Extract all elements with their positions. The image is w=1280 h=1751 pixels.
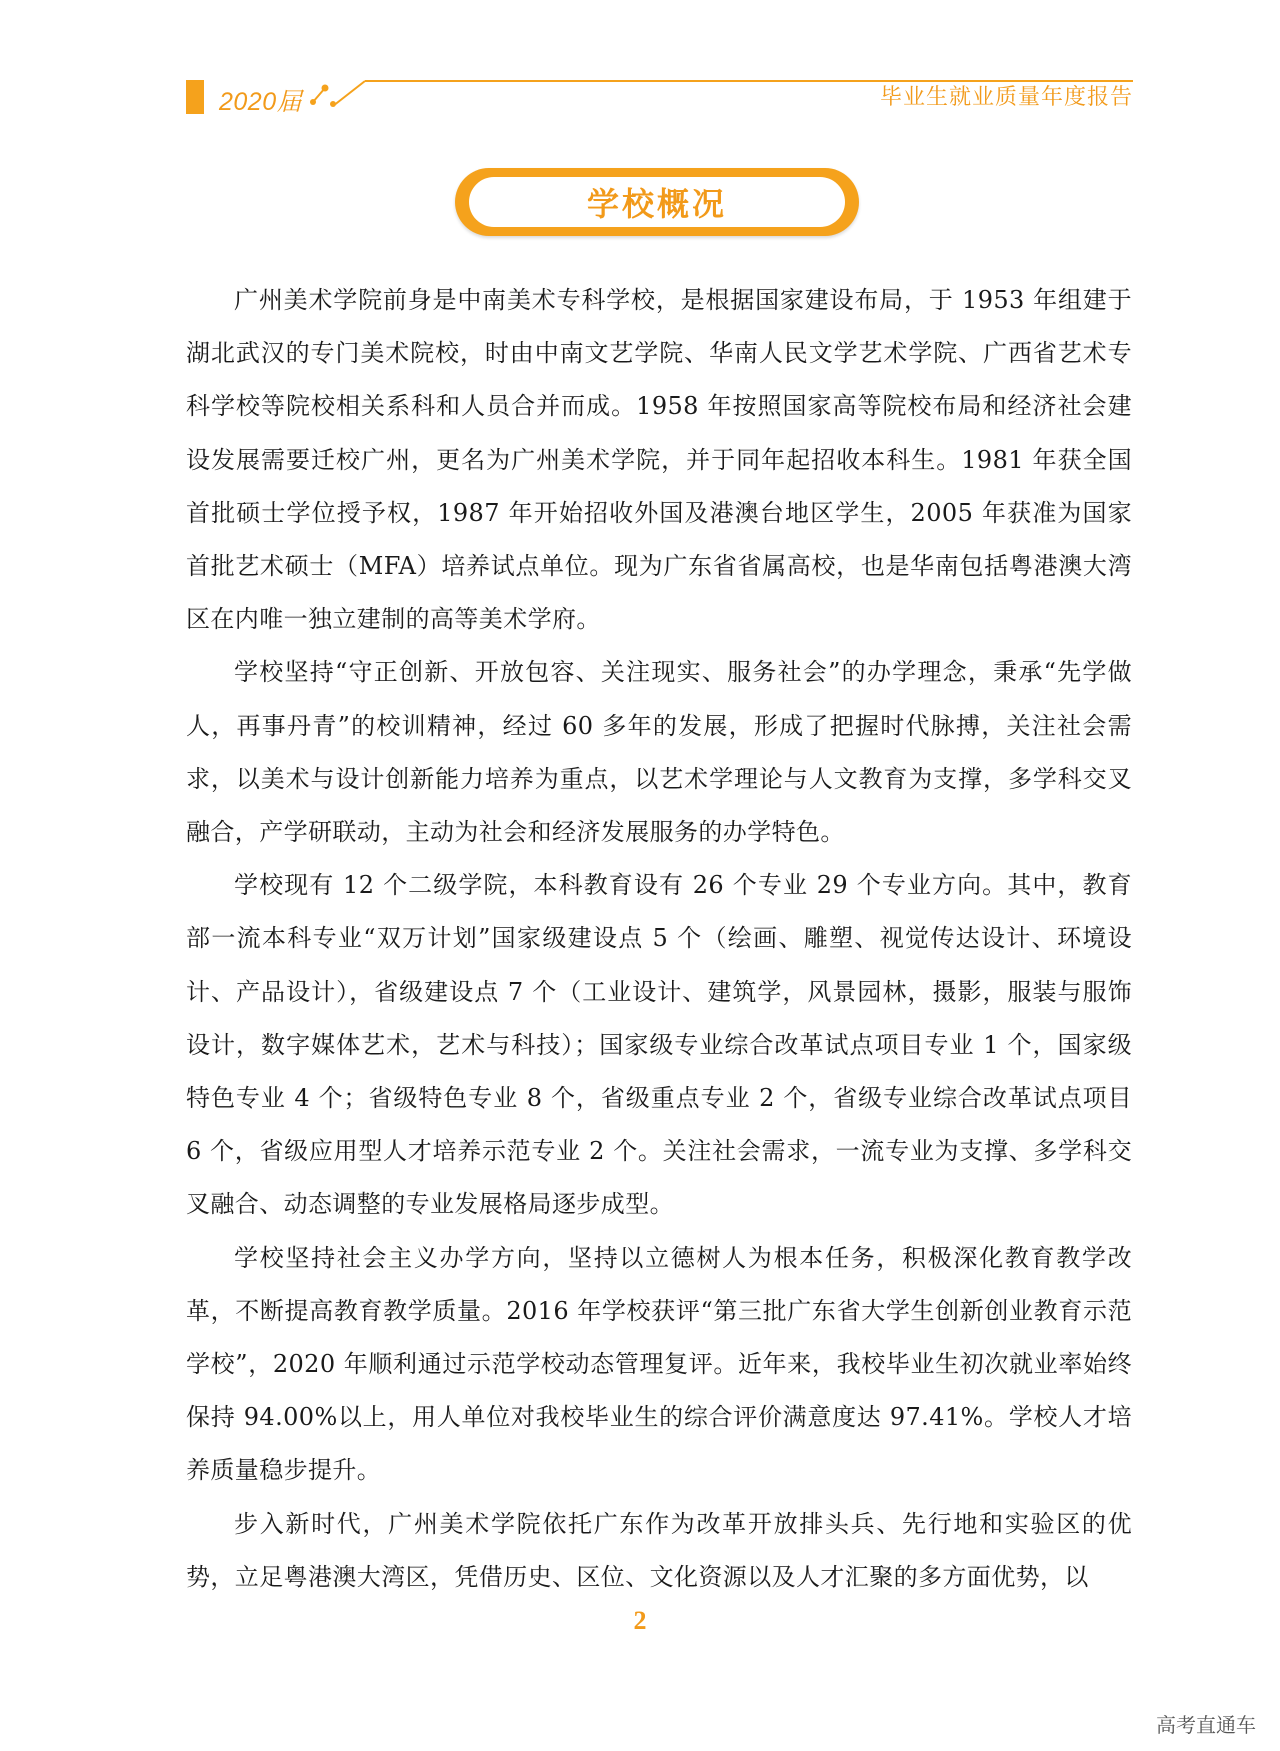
paragraph-teaching-quality: 学校坚持社会主义办学方向，坚持以立德树人为根本任务，积极深化教育教学改革，不断提高教育教学质量。2016 年学校获评“第三批广东省大学生创新创业教育示范学校”，2020 年顺利通过示范学校动态管理复评。近年来，我校毕业生初次就业率始终保持 94.00%以上，用人单位对我校毕业生的综合评价满意度达 97.41%。学校人才培养质量稳步提升。	[186, 1243, 1132, 1485]
watermark: 高考直通车	[1156, 1713, 1256, 1737]
section-title-badge	[455, 168, 859, 236]
header-dots-decoration-icon	[305, 76, 369, 108]
header-year-label: 2020届	[219, 88, 303, 116]
paragraph-new-era: 步入新时代，广州美术学院依托广东作为改革开放排头兵、先行地和实验区的优势，立足粤港澳大湾区，凭借历史、区位、文化资源以及人才汇聚的多方面优势，以	[186, 1509, 1132, 1591]
section-title: 学校概况	[586, 185, 727, 223]
header-report-title: 毕业生就业质量年度报告	[879, 85, 1133, 110]
header-accent-bar	[186, 80, 204, 114]
page-number: 2	[633, 1606, 647, 1635]
paragraph-philosophy: 学校坚持“守正创新、开放包容、关注现实、服务社会”的办学理念，秉承“先学做人，再事丹青”的校训精神，经过 60 多年的发展，形成了把握时代脉搏，关注社会需求，以美术与设计创新能力培养为重点，以艺术学理论与人文教育为支撑，多学科交叉融合，产学研联动，主动为社会和经济发展服务的办学特色。	[186, 658, 1132, 847]
page-header	[0, 0, 1280, 130]
paragraph-history: 广州美术学院前身是中南美术专科学校，是根据国家建设布局，于 1953 年组建于湖北武汉的专门美术院校，时由中南文艺学院、华南人民文学艺术学院、广西省艺术专科学校等院校相关系科和人员合并而成。1958 年按照国家高等院校布局和经济社会建设发展需要迁校广州，更名为广州美术学院，并于同年起招收本科生。1981 年获全国首批硕士学位授予权，1987 年开始招收外国及港澳台地区学生，2005 年获准为国家首批艺术硕士（MFA）培养试点单位。现为广东省省属高校，也是华南包括粤港澳大湾区在内唯一独立建制的高等美术学府。	[186, 286, 1132, 634]
paragraph-majors: 学校现有 12 个二级学院，本科教育设有 26 个专业 29 个专业方向。其中，教育部一流本科专业“双万计划”国家级建设点 5 个（绘画、雕塑、视觉传达设计、环境设计、产品设计），省级建设点 7 个（工业设计、建筑学，风景园林，摄影，服装与服饰设计，数字媒体艺术，艺术与科技）；国家级专业综合改革试点项目专业 1 个，国家级特色专业 4 个；省级特色专业 8 个，省级重点专业 2 个，省级专业综合改革试点项目 6 个，省级应用型人才培养示范专业 2 个。关注社会需求，一流专业为支撑、多学科交叉融合、动态调整的专业发展格局逐步成型。	[186, 871, 1132, 1219]
body-text	[186, 274, 1132, 1604]
section-title-inner	[469, 177, 845, 227]
